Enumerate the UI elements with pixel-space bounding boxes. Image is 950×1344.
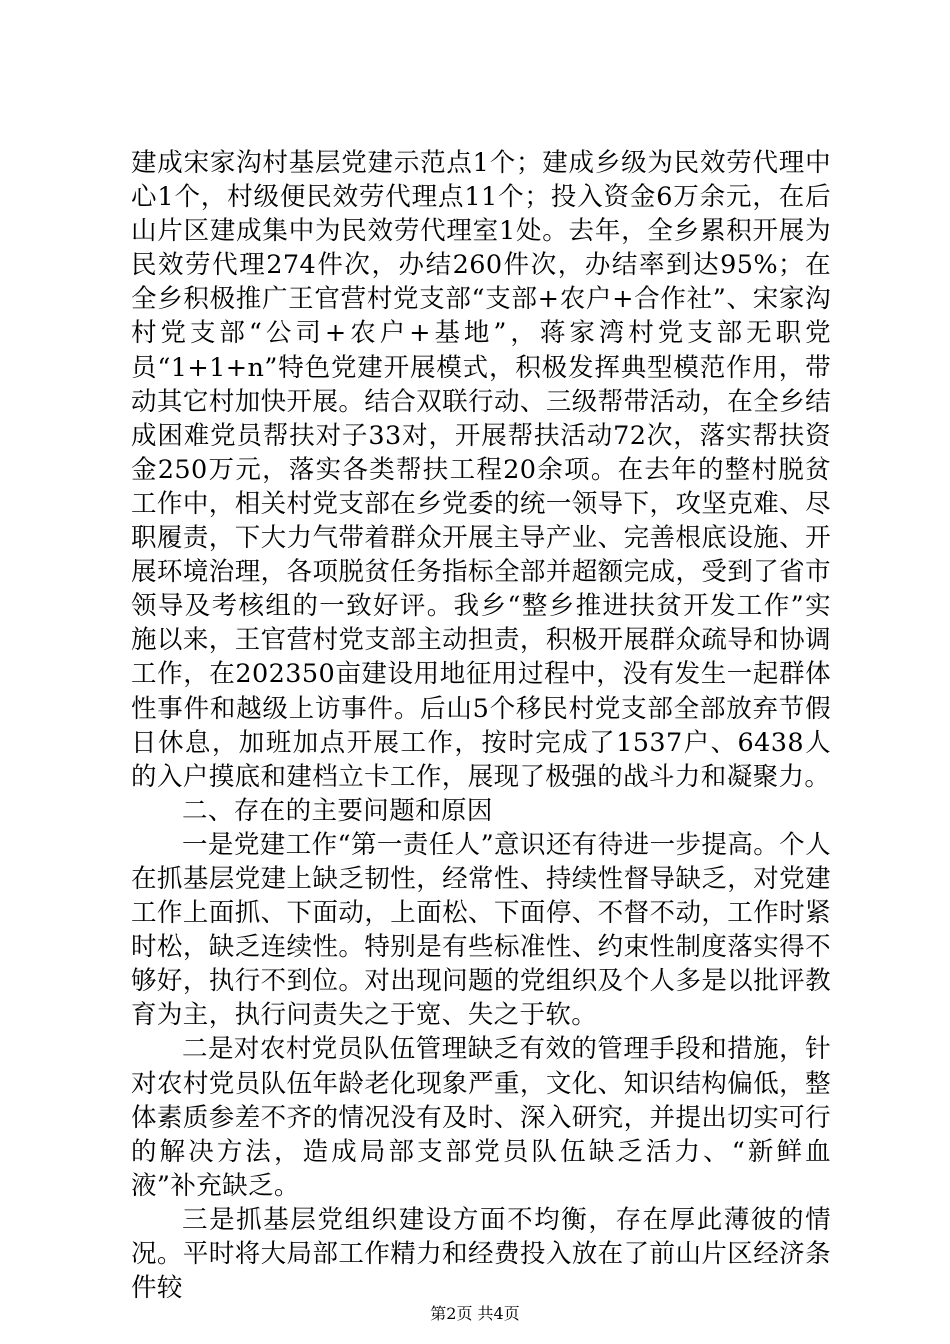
body-text (131, 146, 831, 1305)
page-footer: 第2页 共4页 (430, 1304, 520, 1323)
paragraph-continuation: 建成宋家沟村基层党建示范点1个；建成乡级为民效劳代理中心1个，村级便民效劳代理点11个；投入资金6万余元，在后山片区建成集中为民效劳代理室1处。去年，全乡累积开展为民效劳代理274件次，办结260件次，办结率到达95%；在全乡积极推广王官营村党支部“支部+农户+合作社”、宋家沟村党支部“公司+农户+基地”，蒋家湾村党支部无职党员“1+1+n”特色党建开展模式，积极发挥典型模范作用，带动其它村加快开展。结合双联行动、三级帮带活动，在全乡结成困难党员帮扶对子33对，开展帮扶活动72次，落实帮扶资金250万元，落实各类帮扶工程20余项。在去年的整村脱贫工作中，相关村党支部在乡党委的统一领导下，攻坚克难、尽职履责，下大力气带着群众开展主导产业、完善根底设施、开展环境治理，各项脱贫任务指标全部并超额完成，受到了省市领导及考核组的一致好评。我乡“整乡推进扶贫开发工作”实施以来，王官营村党支部主动担责，积极开展群众疏导和协调工作，在202350亩建设用地征用过程中，没有发生一起群体性事件和越级上访事件。后山5个移民村党支部全部放弃节假日休息，加班加点开展工作，按时完成了1537户、6438人的入户摸底和建档立卡工作，展现了极强的战斗力和凝聚力。 (131, 148, 831, 792)
paragraph-problem-2: 二是对农村党员队伍管理缺乏有效的管理手段和措施，针对农村党员队伍年龄老化现象严重，文化、知识结构偏低，整体素质参差不齐的情况没有及时、深入研究，并提出切实可行的解决方法，造成局部支部党员队伍缺乏活力、“新鲜血液”补充缺乏。 (131, 1034, 831, 1201)
paragraph-problem-1: 一是党建工作“第一责任人”意识还有待进一步提高。个人在抓基层党建上缺乏韧性，经常性、持续性督导缺乏，对党建工作上面抓、下面动，上面松、下面停、不督不动，工作时紧时松，缺乏连续性。特别是有些标准性、约束性制度落实得不够好，执行不到位。对出现问题的党组织及个人多是以批评教育为主，执行问责失之于宽、失之于软。 (131, 829, 831, 1031)
paragraph-problem-3: 三是抓基层党组织建设方面不均衡，存在厚此薄彼的情况。平时将大局部工作精力和经费投入放在了前山片区经济条件较 (131, 1204, 831, 1304)
section-heading: 二、存在的主要问题和原因 (182, 795, 493, 826)
